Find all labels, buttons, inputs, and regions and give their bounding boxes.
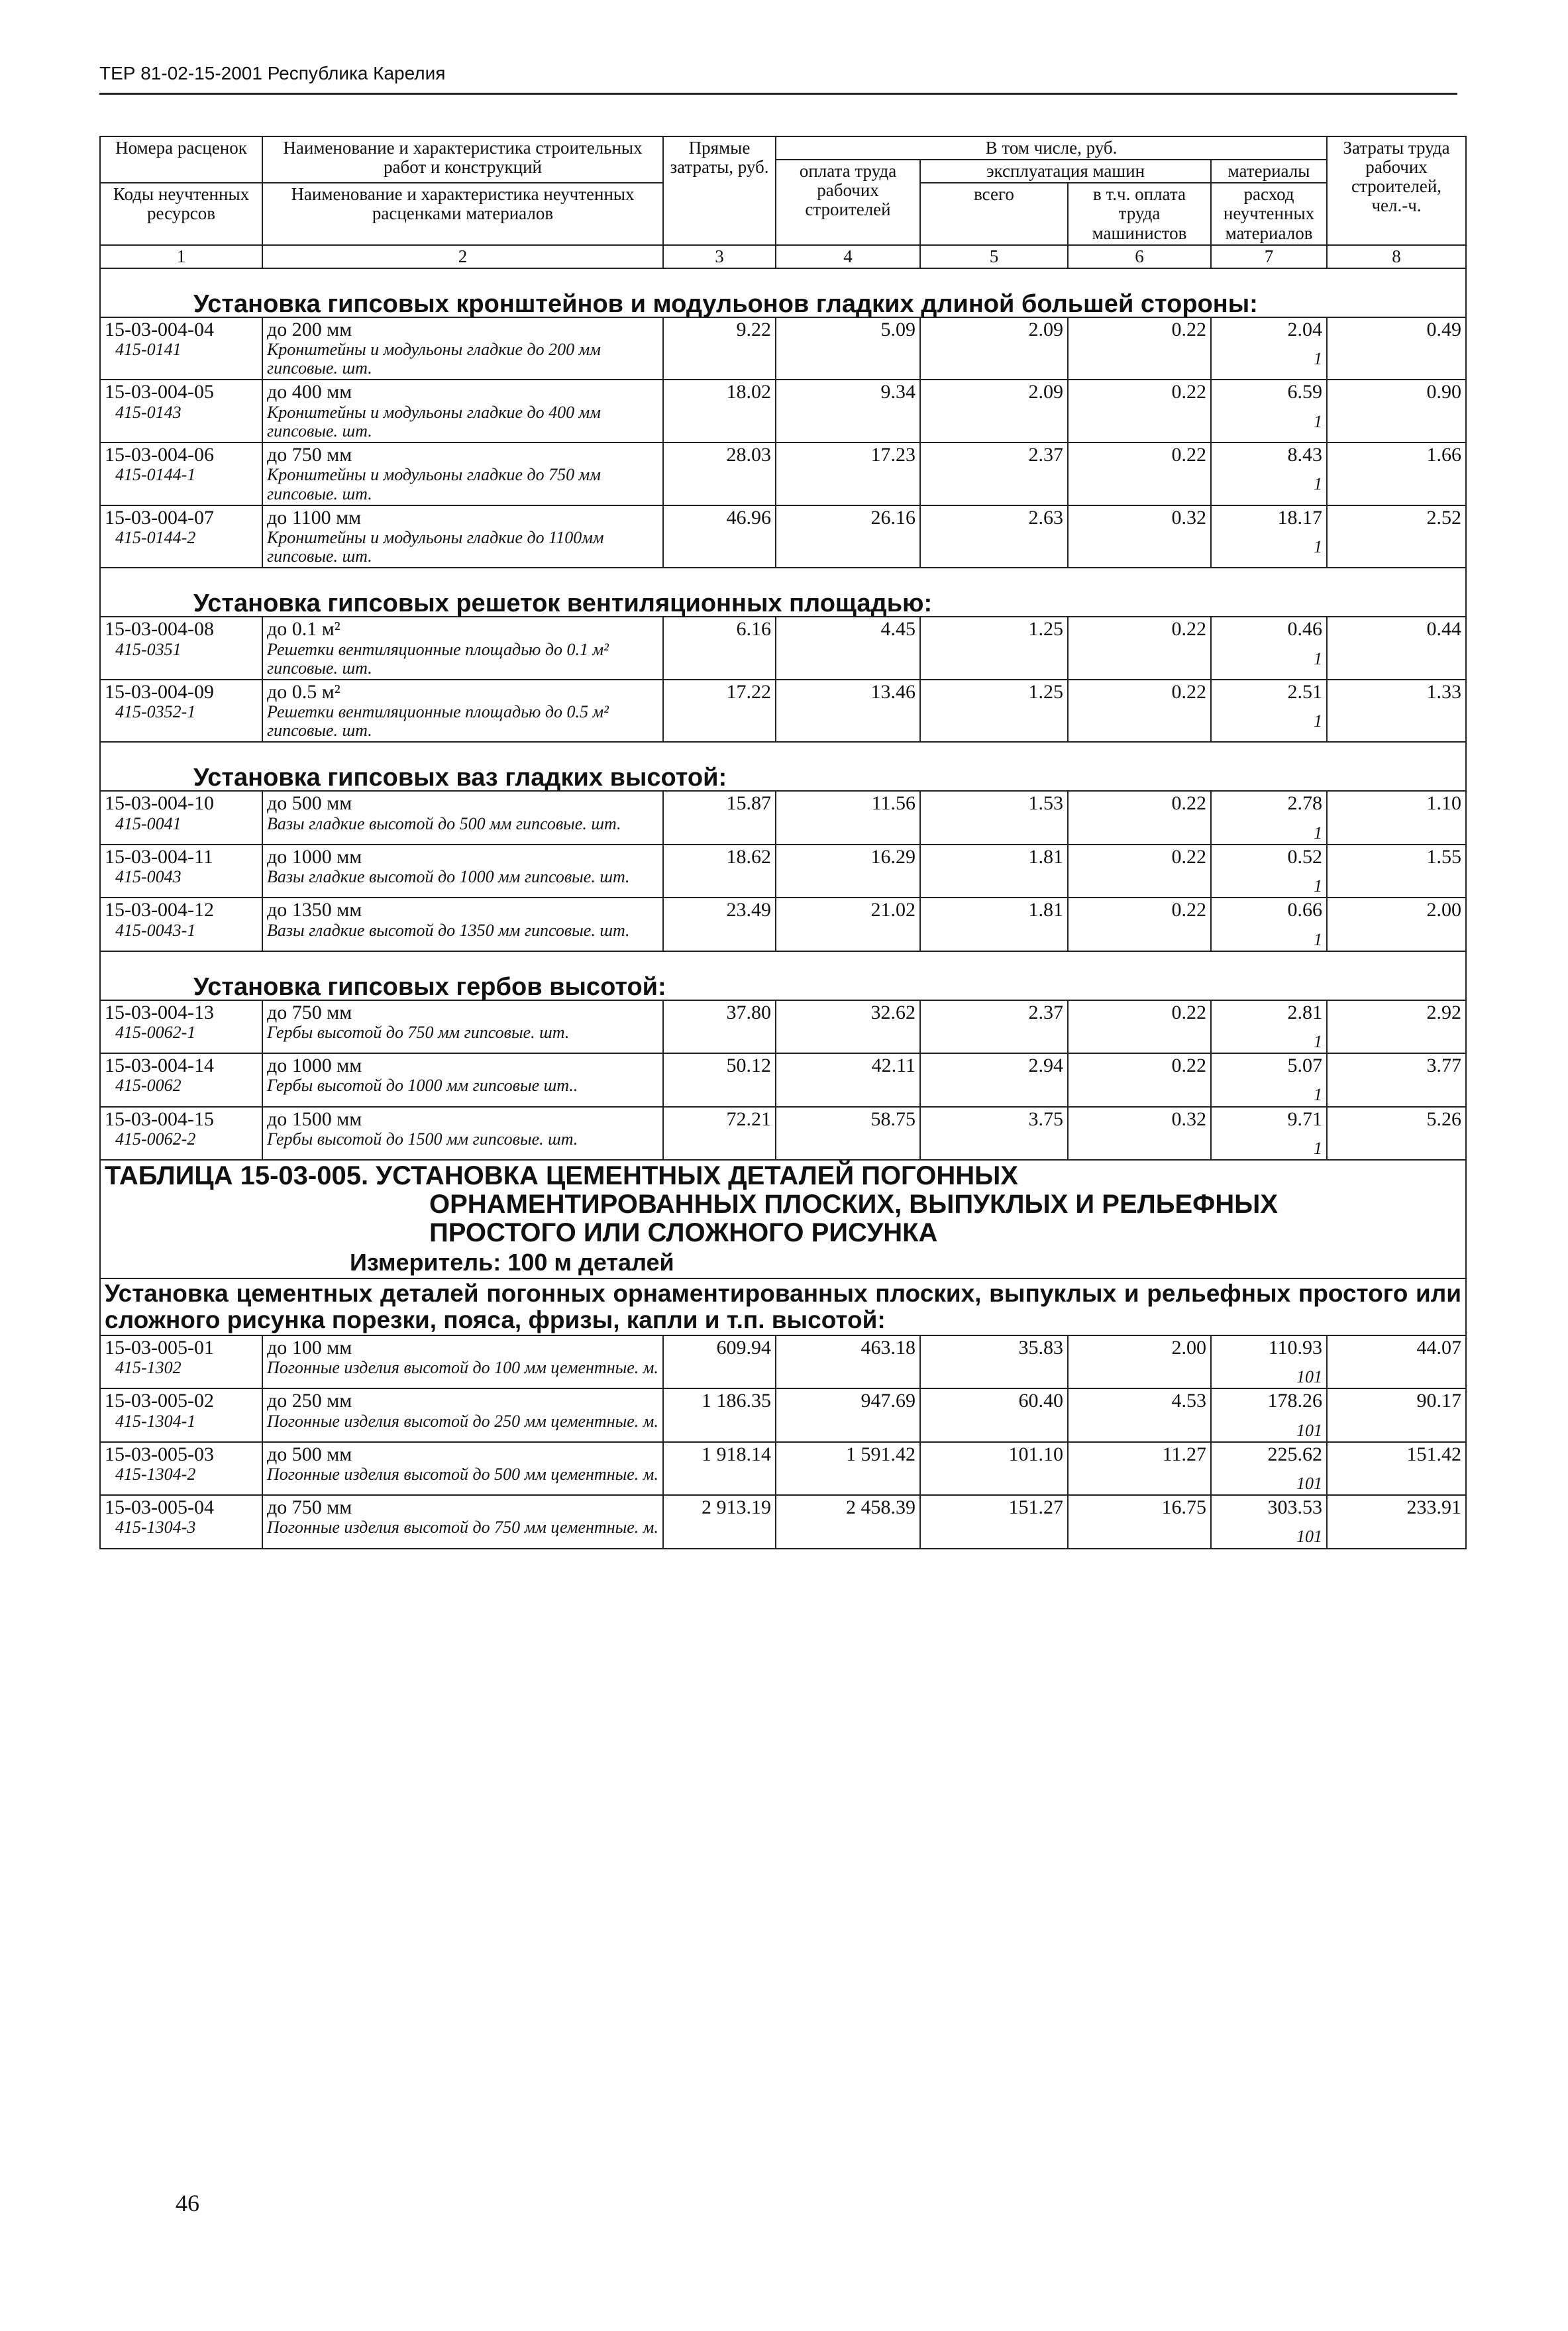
rate-code-cell	[100, 680, 262, 743]
material-cell	[1211, 442, 1327, 505]
work-name: до 100 мм	[267, 1336, 352, 1359]
work-name-cell	[262, 680, 663, 743]
labor-hours: 1.55	[1327, 845, 1466, 898]
material-cell	[1211, 505, 1327, 568]
col-number: 3	[663, 245, 776, 268]
rate-code: 15-03-004-05	[105, 381, 214, 403]
rate-code: 15-03-004-06	[105, 444, 214, 466]
machinist-labor-cost: 0.32	[1068, 1107, 1211, 1160]
rate-code: 15-03-005-02	[105, 1390, 214, 1412]
material-usage: 1	[1314, 929, 1323, 949]
section-title: Установка гипсовых решеток вентиляционных площадью:	[100, 568, 1466, 617]
machine-cost: 1.81	[920, 898, 1068, 951]
work-name: до 750 мм	[267, 1001, 352, 1023]
work-name: до 1100 мм	[267, 506, 362, 529]
section-header-row	[100, 1278, 1466, 1335]
material-cell	[1211, 1335, 1327, 1388]
machine-cost: 2.37	[920, 1000, 1068, 1053]
work-name-cell	[262, 442, 663, 505]
labor-hours: 2.92	[1327, 1000, 1466, 1053]
machinist-labor-cost: 2.00	[1068, 1335, 1211, 1388]
machine-cost: 1.25	[920, 680, 1068, 743]
table-row	[100, 1335, 1466, 1388]
table-row	[100, 680, 1466, 743]
direct-cost: 1 918.14	[663, 1442, 776, 1495]
material-cost: 225.62	[1267, 1443, 1323, 1465]
material-cell	[1211, 617, 1327, 680]
machinist-labor-cost: 0.22	[1068, 317, 1211, 380]
material-cost: 2.51	[1287, 680, 1323, 703]
col-number: 8	[1327, 245, 1466, 268]
material-cell	[1211, 1388, 1327, 1441]
machine-cost: 2.09	[920, 317, 1068, 380]
labor-cost: 2 458.39	[776, 1495, 920, 1548]
labor-hours: 151.42	[1327, 1442, 1466, 1495]
table-title-line-2: ОРНАМЕНТИРОВАННЫХ ПЛОСКИХ, ВЫПУКЛЫХ И РЕЛЬЕФНЫХ	[429, 1190, 1278, 1219]
rate-code: 15-03-005-04	[105, 1496, 214, 1519]
machinist-labor-cost: 0.32	[1068, 505, 1211, 568]
work-name-cell	[262, 845, 663, 898]
labor-hours: 3.77	[1327, 1053, 1466, 1106]
machine-cost: 35.83	[920, 1335, 1068, 1388]
table-row	[100, 1000, 1466, 1053]
direct-cost: 2 913.19	[663, 1495, 776, 1548]
labor-cost: 16.29	[776, 845, 920, 898]
col-header-materials: материалы	[1211, 160, 1327, 183]
material-usage: 1	[1314, 711, 1323, 731]
col-number: 2	[262, 245, 663, 268]
labor-hours: 1.66	[1327, 442, 1466, 505]
work-name: до 1000 мм	[267, 845, 362, 868]
resource-code: 415-0144-2	[115, 527, 196, 547]
section-title: Установка гипсовых ваз гладких высотой:	[100, 742, 1466, 791]
work-name-cell	[262, 1495, 663, 1548]
col-header-machines: эксплуатация машин	[920, 160, 1211, 183]
machine-cost: 2.37	[920, 442, 1068, 505]
table-row	[100, 845, 1466, 898]
labor-cost: 26.16	[776, 505, 920, 568]
direct-cost: 50.12	[663, 1053, 776, 1106]
resource-code: 415-0043	[115, 867, 182, 887]
rate-code: 15-03-004-13	[105, 1001, 214, 1023]
direct-cost: 15.87	[663, 791, 776, 844]
work-name: до 0.1 м²	[267, 618, 340, 641]
material-cell	[1211, 845, 1327, 898]
material-cell	[1211, 380, 1327, 442]
rate-code-cell	[100, 317, 262, 380]
labor-hours: 44.07	[1327, 1335, 1466, 1388]
material-cell	[1211, 791, 1327, 844]
direct-cost: 23.49	[663, 898, 776, 951]
table-title-line-3: ПРОСТОГО ИЛИ СЛОЖНОГО РИСУНКА	[429, 1218, 938, 1248]
material-cost: 178.26	[1267, 1390, 1323, 1412]
material-cost: 5.07	[1287, 1055, 1323, 1077]
measure-label: Измеритель:	[350, 1248, 501, 1276]
rates-table	[99, 136, 1467, 1549]
table-row	[100, 317, 1466, 380]
rate-code-cell	[100, 442, 262, 505]
col-header-direct: Прямые затраты, руб.	[663, 136, 776, 245]
col-number: 1	[100, 245, 262, 268]
labor-cost: 21.02	[776, 898, 920, 951]
resource-code: 415-0141	[115, 340, 182, 360]
rate-code: 15-03-004-08	[105, 618, 214, 641]
rate-code: 15-03-004-14	[105, 1055, 214, 1077]
work-name: до 1000 мм	[267, 1055, 362, 1077]
labor-cost: 17.23	[776, 442, 920, 505]
labor-hours: 1.33	[1327, 680, 1466, 743]
material-cost: 2.78	[1287, 792, 1323, 815]
machine-cost: 2.94	[920, 1053, 1068, 1106]
material-cost: 2.81	[1287, 1001, 1323, 1023]
material-description: Погонные изделия высотой до 250 мм цементные. м.	[267, 1411, 658, 1431]
section-header-row	[100, 568, 1466, 617]
work-name: до 1500 мм	[267, 1108, 362, 1130]
labor-hours: 2.52	[1327, 505, 1466, 568]
machine-cost: 60.40	[920, 1388, 1068, 1441]
material-usage: 101	[1296, 1367, 1323, 1387]
work-name-cell	[262, 898, 663, 951]
table-row	[100, 442, 1466, 505]
labor-hours: 0.44	[1327, 617, 1466, 680]
material-cost: 303.53	[1267, 1496, 1323, 1519]
material-cell	[1211, 680, 1327, 743]
col-header-materials-name: Наименование и характеристика неучтенных расценками материалов	[262, 183, 663, 244]
header-row-1	[100, 136, 1466, 160]
rate-code: 15-03-004-15	[105, 1108, 214, 1130]
material-cell	[1211, 1442, 1327, 1495]
labor-cost: 11.56	[776, 791, 920, 844]
rate-code-cell	[100, 1388, 262, 1441]
material-cost: 0.46	[1287, 618, 1323, 641]
col-number: 6	[1068, 245, 1211, 268]
table-row	[100, 791, 1466, 844]
material-cost: 18.17	[1277, 506, 1323, 529]
table-row	[100, 505, 1466, 568]
work-name-cell	[262, 380, 663, 442]
col-header-group: В том числе, руб.	[776, 136, 1327, 160]
rate-code-cell	[100, 617, 262, 680]
material-description: Погонные изделия высотой до 750 мм цементные. м.	[267, 1518, 658, 1537]
work-name: до 0.5 м²	[267, 680, 340, 703]
table-row	[100, 898, 1466, 951]
material-usage: 1	[1314, 1138, 1323, 1158]
machinist-labor-cost: 0.22	[1068, 617, 1211, 680]
machinist-labor-cost: 0.22	[1068, 680, 1211, 743]
material-cost: 0.52	[1287, 845, 1323, 868]
material-cell	[1211, 317, 1327, 380]
table-row	[100, 1388, 1466, 1441]
material-usage: 101	[1296, 1527, 1323, 1547]
work-name-cell	[262, 1388, 663, 1441]
material-description: Кронштейны и модульоны гладкие до 400 мм гипсовые. шт.	[267, 402, 601, 440]
material-description: Погонные изделия высотой до 500 мм цементные. м.	[267, 1465, 658, 1484]
col-number: 7	[1211, 245, 1327, 268]
material-usage: 1	[1314, 349, 1323, 369]
labor-cost: 5.09	[776, 317, 920, 380]
labor-cost: 4.45	[776, 617, 920, 680]
rate-code: 15-03-005-01	[105, 1336, 214, 1359]
machinist-labor-cost: 11.27	[1068, 1442, 1211, 1495]
labor-cost: 42.11	[776, 1053, 920, 1106]
material-usage: 1	[1314, 876, 1323, 896]
machine-cost: 151.27	[920, 1495, 1068, 1548]
material-cell	[1211, 1107, 1327, 1160]
rate-code-cell	[100, 1107, 262, 1160]
header-rule	[99, 93, 1457, 95]
labor-cost: 463.18	[776, 1335, 920, 1388]
labor-cost: 13.46	[776, 680, 920, 743]
material-description: Погонные изделия высотой до 100 мм цементные. м.	[267, 1358, 658, 1378]
labor-cost: 1 591.42	[776, 1442, 920, 1495]
labor-hours: 1.10	[1327, 791, 1466, 844]
rate-code: 15-03-004-12	[105, 899, 214, 921]
material-cost: 2.04	[1287, 318, 1323, 340]
work-name-cell	[262, 1335, 663, 1388]
machinist-labor-cost: 4.53	[1068, 1388, 1211, 1441]
rate-code: 15-03-004-04	[105, 318, 214, 340]
section-title: Установка гипсовых кронштейнов и модульонов гладких длиной большей стороны:	[100, 268, 1466, 317]
material-description: Кронштейны и модульоны гладкие до 750 мм гипсовые. шт.	[267, 465, 601, 503]
direct-cost: 18.02	[663, 380, 776, 442]
rate-code: 15-03-004-07	[105, 506, 214, 529]
machinist-labor-cost: 0.22	[1068, 845, 1211, 898]
material-description: Кронштейны и модульоны гладкие до 200 мм гипсовые. шт.	[267, 340, 601, 378]
material-cost: 9.71	[1287, 1108, 1323, 1130]
resource-code: 415-1304-3	[115, 1518, 196, 1537]
table-title-line-1: ТАБЛИЦА 15-03-005. УСТАНОВКА ЦЕМЕНТНЫХ ДЕТАЛЕЙ ПОГОННЫХ	[105, 1161, 1018, 1191]
rate-code: 15-03-004-10	[105, 792, 214, 815]
machine-cost: 1.53	[920, 791, 1068, 844]
direct-cost: 37.80	[663, 1000, 776, 1053]
direct-cost: 17.22	[663, 680, 776, 743]
resource-code: 415-0143	[115, 402, 182, 422]
col-number: 4	[776, 245, 920, 268]
material-usage: 1	[1314, 474, 1323, 494]
section-header-row	[100, 951, 1466, 1000]
machinist-labor-cost: 16.75	[1068, 1495, 1211, 1548]
material-cell	[1211, 1495, 1327, 1548]
material-usage: 1	[1314, 1085, 1323, 1105]
measure-unit	[105, 1249, 674, 1276]
table-row	[100, 1107, 1466, 1160]
material-cell	[1211, 1053, 1327, 1106]
direct-cost: 28.03	[663, 442, 776, 505]
material-description: Гербы высотой до 1500 мм гипсовые. шт.	[267, 1129, 578, 1149]
work-name-cell	[262, 1000, 663, 1053]
resource-code: 415-0062-2	[115, 1129, 196, 1149]
labor-cost: 32.62	[776, 1000, 920, 1053]
col-header-mach-total: всего	[920, 183, 1068, 244]
col-number: 5	[920, 245, 1068, 268]
labor-hours: 0.90	[1327, 380, 1466, 442]
table-title	[100, 1160, 1466, 1278]
work-name: до 500 мм	[267, 1443, 352, 1465]
material-description: Решетки вентиляционные площадью до 0.1 м² гипсовые. шт.	[267, 639, 609, 678]
work-name: до 250 мм	[267, 1390, 352, 1412]
material-usage: 1	[1314, 823, 1323, 843]
material-description: Гербы высотой до 750 мм гипсовые. шт.	[267, 1023, 570, 1043]
work-name-cell	[262, 1442, 663, 1495]
work-name: до 400 мм	[267, 381, 352, 403]
section-title: Установка цементных деталей погонных орнаментированных плоских, выпуклых и рельефных простого или сложного рисунка порезки, пояса, фризы, капли и т.п. высотой:	[100, 1278, 1466, 1335]
rate-code-cell	[100, 1000, 262, 1053]
machinist-labor-cost: 0.22	[1068, 442, 1211, 505]
resource-code: 415-1304-2	[115, 1465, 196, 1484]
material-cost: 8.43	[1287, 444, 1323, 466]
material-cell	[1211, 898, 1327, 951]
material-cost: 110.93	[1268, 1336, 1323, 1359]
section-header-row	[100, 742, 1466, 791]
table-row	[100, 1053, 1466, 1106]
col-header-codes: Номера расценок	[100, 136, 262, 183]
rate-code-cell	[100, 380, 262, 442]
rate-code-cell	[100, 505, 262, 568]
material-description: Вазы гладкие высотой до 1350 мм гипсовые. шт.	[267, 920, 630, 940]
col-header-labor: оплата труда рабочих строителей	[776, 160, 920, 245]
work-name: до 1350 мм	[267, 899, 362, 921]
labor-hours: 233.91	[1327, 1495, 1466, 1548]
material-description: Вазы гладкие высотой до 500 мм гипсовые. шт.	[267, 813, 621, 833]
material-description: Вазы гладкие высотой до 1000 мм гипсовые. шт.	[267, 867, 630, 887]
col-header-mat-use: расход неучтенных материалов	[1211, 183, 1327, 244]
rate-code-cell	[100, 1442, 262, 1495]
col-header-names: Наименование и характеристика строительных работ и конструкций	[262, 136, 663, 183]
section-title: Установка гипсовых гербов высотой:	[100, 951, 1466, 1000]
rate-code: 15-03-004-11	[105, 845, 213, 868]
rate-code-cell	[100, 1053, 262, 1106]
work-name: до 750 мм	[267, 1496, 352, 1519]
labor-hours: 90.17	[1327, 1388, 1466, 1441]
material-usage: 1	[1314, 648, 1323, 668]
resource-code: 415-0144-1	[115, 465, 196, 485]
labor-cost: 947.69	[776, 1388, 920, 1441]
machinist-labor-cost: 0.22	[1068, 898, 1211, 951]
running-header: ТЕР 81-02-15-2001 Республика Карелия	[99, 63, 446, 83]
material-description: Решетки вентиляционные площадью до 0.5 м² гипсовые. шт.	[267, 702, 609, 741]
material-usage: 101	[1296, 1420, 1323, 1440]
rate-code-cell	[100, 845, 262, 898]
page-number: 46	[176, 2190, 199, 2216]
machine-cost: 1.81	[920, 845, 1068, 898]
work-name: до 200 мм	[267, 318, 352, 340]
column-numbers-row	[100, 245, 1466, 268]
work-name-cell	[262, 1053, 663, 1106]
section-header-row	[100, 268, 1466, 317]
labor-cost: 9.34	[776, 380, 920, 442]
rate-code: 15-03-004-09	[105, 680, 214, 703]
rate-code-cell	[100, 1495, 262, 1548]
resource-code: 415-0041	[115, 813, 182, 833]
direct-cost: 609.94	[663, 1335, 776, 1388]
machinist-labor-cost: 0.22	[1068, 791, 1211, 844]
work-name-cell	[262, 617, 663, 680]
direct-cost: 46.96	[663, 505, 776, 568]
machine-cost: 3.75	[920, 1107, 1068, 1160]
direct-cost: 6.16	[663, 617, 776, 680]
resource-code: 415-0351	[115, 639, 182, 659]
machine-cost: 101.10	[920, 1442, 1068, 1495]
labor-hours: 5.26	[1327, 1107, 1466, 1160]
labor-hours: 2.00	[1327, 898, 1466, 951]
resource-code: 415-1304-1	[115, 1411, 196, 1431]
rate-code: 15-03-005-03	[105, 1443, 214, 1465]
rate-code-cell	[100, 898, 262, 951]
material-usage: 1	[1314, 537, 1323, 556]
machinist-labor-cost: 0.22	[1068, 1053, 1211, 1106]
machine-cost: 2.63	[920, 505, 1068, 568]
work-name-cell	[262, 505, 663, 568]
resource-code: 415-1302	[115, 1358, 182, 1378]
material-cost: 6.59	[1287, 381, 1323, 403]
resource-code: 415-0352-1	[115, 702, 196, 722]
direct-cost: 72.21	[663, 1107, 776, 1160]
machine-cost: 2.09	[920, 380, 1068, 442]
rate-code-cell	[100, 791, 262, 844]
material-usage: 1	[1314, 1032, 1323, 1052]
material-cost: 0.66	[1287, 899, 1323, 921]
rate-code-cell	[100, 1335, 262, 1388]
col-header-resources: Коды неучтенных ресурсов	[100, 183, 262, 244]
material-description: Кронштейны и модульоны гладкие до 1100мм гипсовые. шт.	[267, 527, 604, 566]
work-name: до 500 мм	[267, 792, 352, 815]
work-name-cell	[262, 791, 663, 844]
material-usage: 101	[1296, 1474, 1323, 1494]
work-name-cell	[262, 1107, 663, 1160]
machinist-labor-cost: 0.22	[1068, 1000, 1211, 1053]
direct-cost: 9.22	[663, 317, 776, 380]
direct-cost: 1 186.35	[663, 1388, 776, 1441]
table-row	[100, 380, 1466, 442]
col-header-hours: Затраты труда рабочих строителей, чел.-ч.	[1327, 136, 1466, 245]
material-cell	[1211, 1000, 1327, 1053]
table-row	[100, 1442, 1466, 1495]
col-header-mach-labor: в т.ч. оплата труда машинистов	[1068, 183, 1211, 244]
table-row	[100, 1495, 1466, 1548]
resource-code: 415-0043-1	[115, 920, 196, 940]
work-name: до 750 мм	[267, 444, 352, 466]
material-description: Гербы высотой до 1000 мм гипсовые шт..	[267, 1076, 578, 1096]
labor-hours: 0.49	[1327, 317, 1466, 380]
material-usage: 1	[1314, 411, 1323, 431]
direct-cost: 18.62	[663, 845, 776, 898]
work-name-cell	[262, 317, 663, 380]
measure-value: 100 м деталей	[507, 1248, 674, 1276]
resource-code: 415-0062	[115, 1076, 182, 1096]
resource-code: 415-0062-1	[115, 1023, 196, 1043]
machine-cost: 1.25	[920, 617, 1068, 680]
table-row	[100, 617, 1466, 680]
machinist-labor-cost: 0.22	[1068, 380, 1211, 442]
labor-cost: 58.75	[776, 1107, 920, 1160]
table-title-row	[100, 1160, 1466, 1278]
